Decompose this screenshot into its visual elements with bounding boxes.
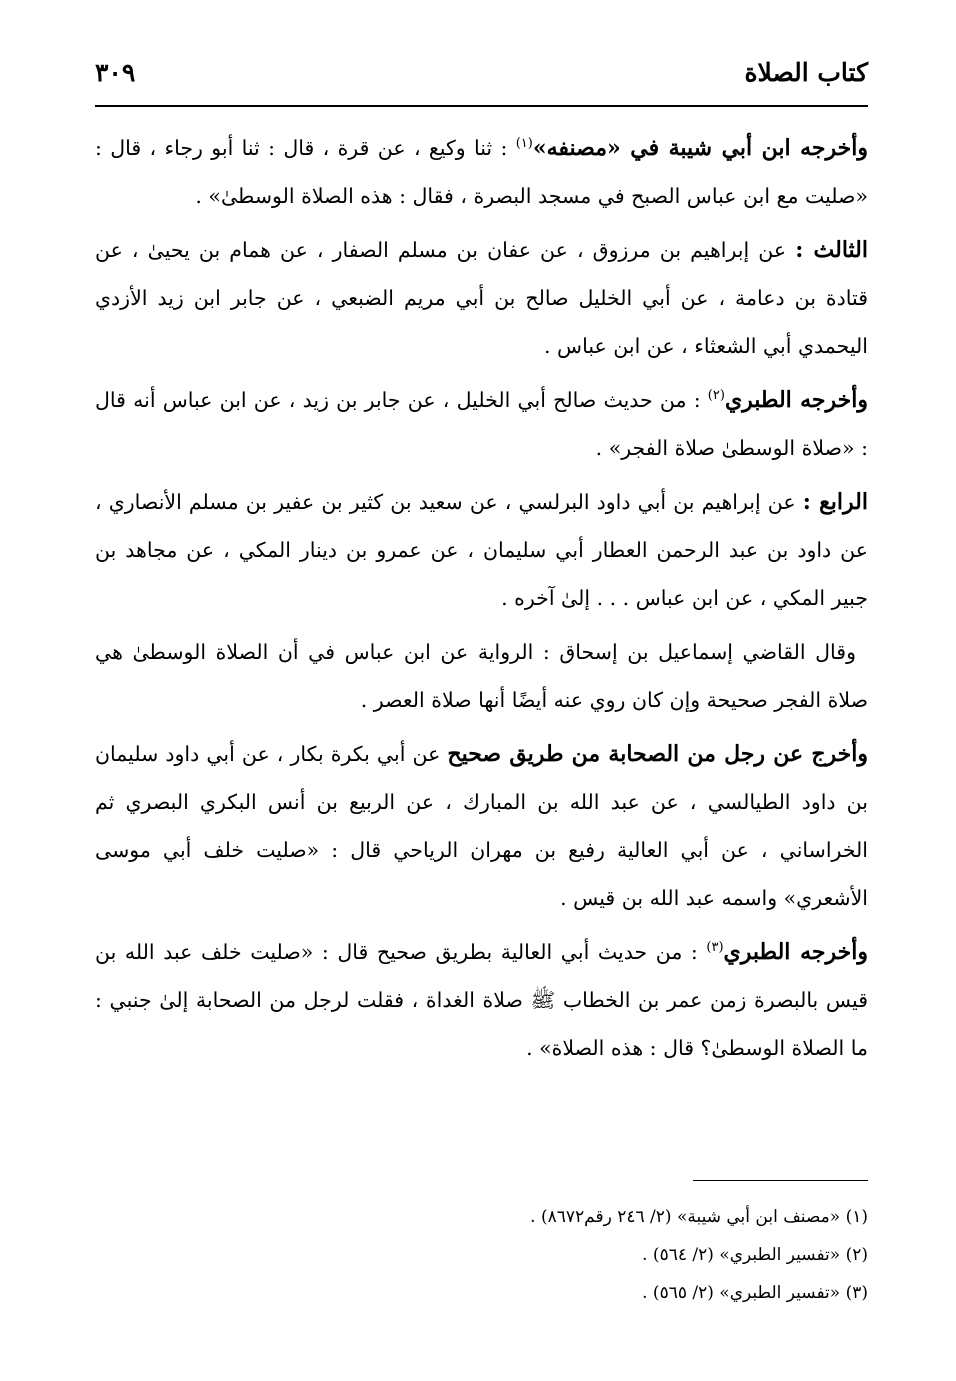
footnote-ref: (٢) (707, 388, 725, 404)
footnotes (95, 1198, 868, 1312)
page-header (95, 58, 868, 102)
book-page (95, 0, 868, 1381)
footnote-ref: (٣) (706, 940, 724, 956)
running-title: كتاب الصلاة (744, 58, 868, 87)
paragraph-text: : من حديث أبي العالية بطريق صحيح قال : «صليت خلف عبد الله بن قيس بالبصرة زمن عمر بن الخطاب ﷺ صلاة الغداة ، فقلت لرجل من الصحابة إلىٰ جنبي : ما الصلاة الوسطىٰ؟ قال : هذه الصلاة» . (95, 940, 868, 1060)
paragraph-text: : ثنا وكيع ، عن قرة ، قال : ثنا أبو رجاء ، قال : «صليت مع ابن عباس الصبح في مسجد البصرة ، فقال : هذه الصلاة الوسطىٰ» . (95, 136, 868, 208)
paragraph-text: : من حديث صالح أبي الخليل ، عن جابر بن زيد ، عن ابن عباس أنه قال : «صلاة الوسطىٰ صلاة الفجر» . (95, 388, 868, 460)
footnote-1: (١) «مصنف ابن أبي شيبة» (٢/ ٢٤٦ رقم٨٦٧٢) . (530, 1207, 868, 1227)
paragraph-5 (95, 628, 868, 724)
paragraph-4 (95, 478, 868, 622)
footnote-3: (٣) «تفسير الطبري» (٢/ ٥٦٥) . (642, 1283, 868, 1303)
paragraph-text: وقال القاضي إسماعيل بن إسحاق : الرواية عن ابن عباس في أن الصلاة الوسطىٰ هي صلاة الفجر صحيحة وإن كان روي عنه أيضًا أنها صلاة العصر . (95, 640, 868, 712)
paragraph-lead: الرابع : (802, 489, 868, 515)
paragraph-1 (95, 124, 868, 220)
header-rule (95, 105, 868, 107)
page-number: ٣٠٩ (95, 58, 136, 87)
paragraph-text: عن أبي بكرة بكار ، عن أبي داود سليمان بن داود الطيالسي ، عن عبد الله بن المبارك ، عن الربيع بن أنس البكري البصري ثم الخراساني ، عن أبي العالية رفيع بن مهران الرياحي قال : «صليت خلف أبي موسى الأشعري» واسمه عبد الله بن قيس . (95, 742, 868, 910)
paragraph-2 (95, 226, 868, 370)
paragraph-lead: الثالث : (795, 237, 868, 263)
paragraph-lead: وأخرج عن رجل من الصحابة من طريق صحيح (447, 741, 868, 767)
paragraph-text: عن إبراهيم بن مرزوق ، عن عفان بن مسلم الصفار ، عن همام بن يحيىٰ ، عن قتادة بن دعامة ، عن أبي الخليل صالح بن أبي مريم الضبعي ، عن جابر ابن زيد الأزدي اليحمدي أبي الشعثاء ، عن ابن عباس . (95, 238, 868, 358)
footnote-2: (٢) «تفسير الطبري» (٢/ ٥٦٤) . (642, 1245, 868, 1265)
footnote-rule (693, 1180, 868, 1181)
paragraph-text: عن إبراهيم بن أبي داود البرلسي ، عن سعيد بن كثير بن عفير بن مسلم الأنصاري ، عن داود بن عبد الرحمن العطار أبي سليمان ، عن عمرو بن دينار المكي ، عن مجاهد بن جبير المكي ، عن ابن عباس . . . إلىٰ آخره . (95, 490, 868, 610)
footnote-ref: (١) (515, 136, 533, 152)
paragraph-3 (95, 376, 868, 472)
paragraph-7 (95, 928, 868, 1072)
paragraph-lead: وأخرجه الطبري (724, 387, 868, 413)
page-body (95, 124, 868, 1078)
paragraph-lead: وأخرجه الطبري (723, 939, 869, 965)
paragraph-6 (95, 730, 868, 922)
paragraph-lead: وأخرجه ابن أبي شيبة في «مصنفه» (532, 135, 868, 161)
